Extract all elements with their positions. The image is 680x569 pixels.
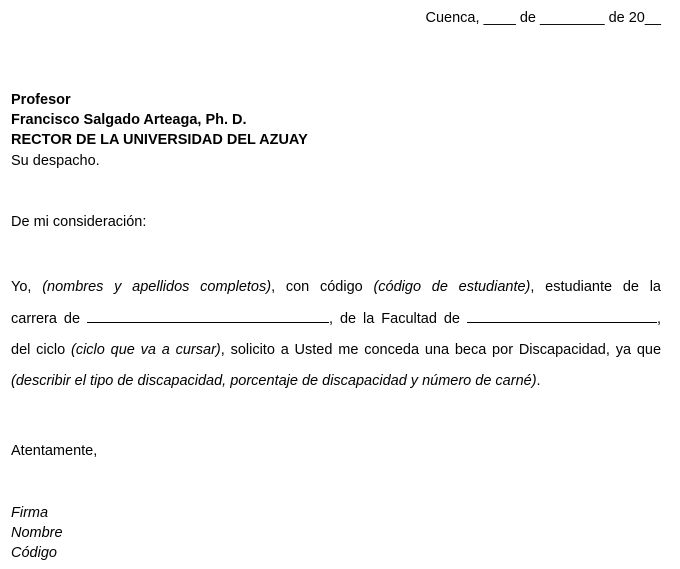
body-text: , de la Facultad de bbox=[328, 311, 460, 327]
greeting: De mi consideración: bbox=[11, 214, 147, 230]
placeholder-cycle: (ciclo que va a cursar) bbox=[70, 342, 221, 358]
body-text: , bbox=[656, 311, 661, 327]
body-line-1 bbox=[11, 277, 661, 297]
body-line-4 bbox=[11, 371, 541, 391]
body-text: , estudiante de la bbox=[530, 279, 661, 295]
placeholder-full-name: (nombres y apellidos completos) bbox=[42, 279, 272, 295]
date-de: de bbox=[519, 10, 536, 26]
date-year: de 20__ bbox=[608, 10, 661, 26]
body-text: , con código bbox=[271, 279, 363, 295]
recipient-title: Profesor bbox=[11, 92, 71, 108]
body-text: del ciclo bbox=[11, 342, 66, 358]
date-month-blank: ________ bbox=[540, 10, 605, 26]
date-city: Cuenca, bbox=[425, 10, 480, 26]
date-day-blank: ____ bbox=[483, 10, 516, 26]
placeholder-disability-details: (describir el tipo de discapacidad, porcentaje de discapacidad y número de carné) bbox=[11, 373, 537, 389]
date-line bbox=[426, 8, 661, 28]
placeholder-student-code: (código de estudiante) bbox=[373, 279, 531, 295]
body-text: . bbox=[536, 373, 541, 389]
body-text: Yo, bbox=[11, 279, 32, 295]
signature-firma: Firma bbox=[11, 505, 49, 521]
body-line-2 bbox=[11, 308, 661, 329]
recipient-closing: Su despacho. bbox=[11, 153, 100, 169]
sign-off: Atentamente, bbox=[11, 443, 98, 459]
signature-nombre: Nombre bbox=[11, 525, 63, 541]
body-line-3 bbox=[11, 340, 661, 360]
body-text: carrera de bbox=[11, 311, 81, 327]
recipient-name: Francisco Salgado Arteaga, Ph. D. bbox=[11, 112, 247, 128]
career-blank[interactable] bbox=[87, 308, 329, 323]
recipient-position: RECTOR DE LA UNIVERSIDAD DEL AZUAY bbox=[11, 132, 308, 148]
signature-codigo: Código bbox=[11, 545, 57, 561]
body-text: , solicito a Usted me conceda una beca por Discapacidad, ya que bbox=[220, 342, 662, 358]
faculty-blank[interactable] bbox=[467, 308, 657, 323]
